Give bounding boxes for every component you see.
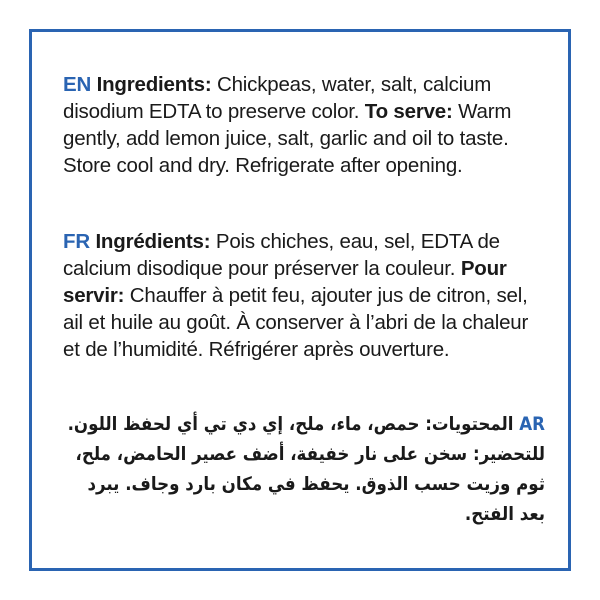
french-ingredients-heading: Ingrédients: <box>95 230 211 253</box>
french-section <box>63 228 545 363</box>
english-language-code: EN <box>63 73 92 96</box>
english-serve-text: Warm gently, add lemon juice, salt, garlic and oil to taste. Store cool and dry. Refrigerate after opening. <box>63 100 512 177</box>
english-ingredients-heading: Ingredients: <box>96 73 212 96</box>
english-serve-heading: To serve: <box>364 100 453 123</box>
french-serve-heading: Pour servir: <box>63 257 507 307</box>
french-ingredients-text: Pois chiches, eau, sel, EDTA de calcium disodique pour préserver la couleur. <box>63 230 500 280</box>
english-section <box>63 71 545 179</box>
english-ingredients-text: Chickpeas, water, salt, calcium disodium EDTA to preserve color. <box>63 73 492 123</box>
arabic-section <box>63 410 545 530</box>
french-serve-text: Chauffer à petit feu, ajouter jus de citron, sel, ail et huile au goût. À conserver à l’abri de la chaleur et de l’humidité. Réfrigérer après ouverture. <box>63 284 529 361</box>
ingredients-label-panel <box>29 29 571 571</box>
arabic-ingredients-text: المحتويات: حمص، ماء، ملح، إي دي تي أي لحفظ اللون. للتحضير: سخن على نار خفيفة، أضف عصير الحامض، ملح، ثوم وزيت حسب الذوق. يحفظ في مكان بارد وجاف. يبرد بعد الفتح. <box>67 414 545 525</box>
arabic-language-code: AR <box>519 414 545 435</box>
french-language-code: FR <box>63 230 90 253</box>
